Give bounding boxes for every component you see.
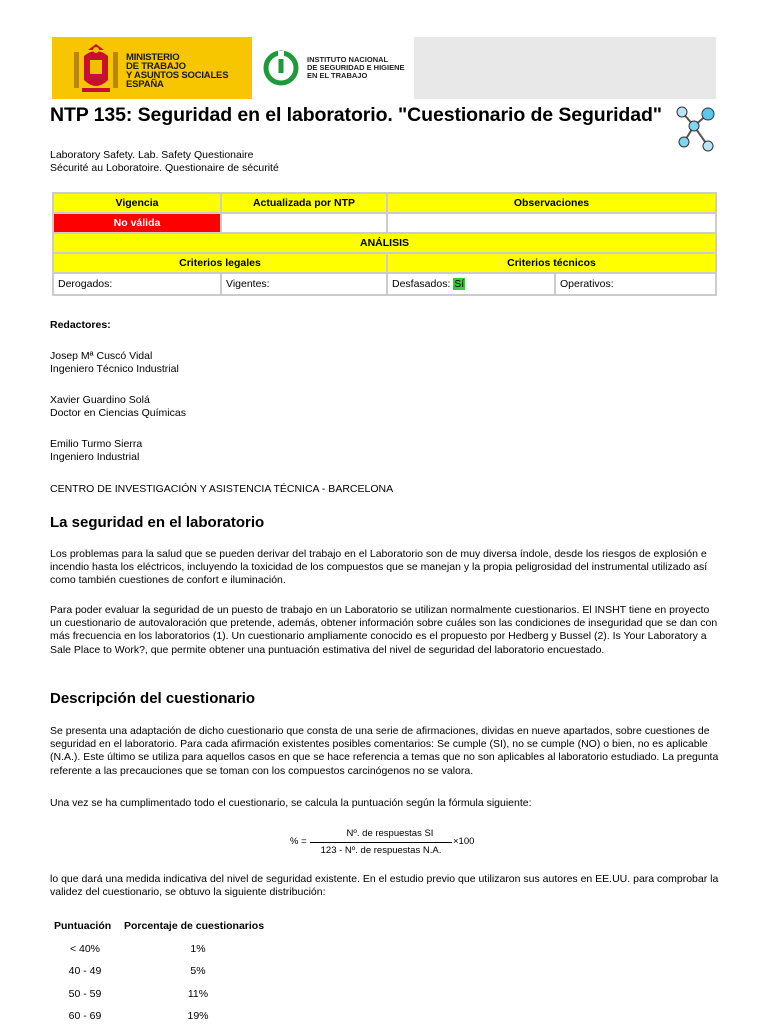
score-cell: < 40%	[69, 942, 101, 955]
header-porcentaje: Porcentaje de cuestionarios	[124, 920, 265, 932]
header-puntuacion: Puntuación	[54, 920, 112, 932]
authors-label: Redactores:	[50, 319, 111, 331]
insht-logo	[252, 37, 414, 99]
fraction-bar	[310, 842, 452, 843]
operativos-cell: Operativos:	[556, 274, 715, 294]
table-row	[54, 214, 715, 232]
paragraph: Los problemas para la salud que se pueden derivar del trabajo en el Laboratorio son de muy diversa índole, desde los riesgos de explosión e incendio hasta los eléctricos, incluyendo la toxicidad de los compuestos que se manejan y la propia peligrosidad del instrumental utilizado así como también cuestiones de confort e iluminación.	[50, 548, 708, 587]
table-row	[54, 274, 715, 294]
desfasados-cell	[388, 274, 554, 294]
header-criterios-legales: Criterios legales	[54, 254, 386, 272]
table-row	[54, 234, 715, 252]
paragraph: Una vez se ha cumplimentado todo el cuestionario, se calcula la puntuación según la fórmula siguiente:	[50, 797, 532, 809]
molecule-icon	[674, 104, 718, 154]
author-block	[50, 438, 142, 464]
ministerio-line: Y ASUNTOS SOCIALES	[126, 70, 229, 81]
score-formula	[290, 828, 520, 858]
score-cell: 40 - 49	[68, 965, 102, 977]
formula-numerator: Nº. de respuestas SI	[346, 828, 434, 839]
section-heading: La seguridad en el laboratorio	[50, 514, 265, 531]
header-analisis: ANÁLISIS	[54, 234, 715, 252]
formula-lhs: % =	[290, 836, 307, 847]
insht-mark-icon	[262, 49, 300, 87]
page-title: NTP 135: Seguridad en el laboratorio. "Cuestionario de Seguridad"	[50, 104, 662, 126]
coat-of-arms-icon	[72, 42, 120, 96]
author-block	[50, 350, 179, 376]
desfasados-value: Sí	[454, 278, 465, 290]
percentage-cell: 19%	[187, 1010, 209, 1022]
paragraph: lo que dará una medida indicativa del nivel de seguridad existente. En el estudio previo que utilizaron sus autores en EE.UU. para comprobar la validez del cuestionario, se obtuvo la siguiente distribución:	[50, 873, 719, 899]
research-center: CENTRO DE INVESTIGACIÓN Y ASISTENCIA TÉCNICA - BARCELONA	[50, 483, 394, 495]
author-role: Ingeniero Técnico Industrial	[50, 363, 179, 375]
derogados-cell: Derogados:	[54, 274, 220, 294]
actualizada-value	[222, 214, 386, 232]
ministerio-line: MINISTERIO	[126, 52, 180, 63]
percentage-cell: 1%	[190, 942, 206, 955]
ministerio-line: DE TRABAJO	[126, 61, 186, 72]
header-observaciones: Observaciones	[388, 194, 715, 212]
score-cell: 60 - 69	[68, 1010, 102, 1022]
formula-denominator: 123 - Nº. de respuestas N.A.	[320, 845, 442, 856]
subtitle-fr: Sécurité au Loboratoire. Questionaire de sécurité	[50, 161, 279, 174]
insht-line: EN EL TRABAJO	[307, 71, 368, 80]
subtitles	[50, 149, 279, 174]
table-row	[54, 194, 715, 212]
table-row	[54, 254, 715, 272]
ministerio-text	[126, 53, 228, 89]
percentage-cell: 11%	[187, 987, 209, 1000]
author-block	[50, 394, 186, 420]
insht-line: DE SEGURIDAD E HIGIENE	[307, 63, 405, 72]
header-criterios-tecnicos: Criterios técnicos	[388, 254, 715, 272]
header-vigencia: Vigencia	[54, 194, 220, 212]
author-name: Emilio Turmo Sierra	[50, 438, 143, 450]
formula-multiplier: ×100	[453, 836, 475, 847]
header-actualizada: Actualizada por NTP	[222, 194, 386, 212]
insht-text	[307, 56, 405, 80]
percentage-cell: 5%	[190, 965, 206, 977]
author-name: Josep Mª Cuscó Vidal	[50, 350, 153, 362]
paragraph: Para poder evaluar la seguridad de un puesto de trabajo en un Laboratorio se utilizan normalmente cuestionarios. El INSHT tiene en proyecto un cuestionario de autovaloración que pretende, además, obtener información sobre cuáles son las condiciones de inseguridad que se dan con más frecuencia en los laboratorios (1). Un cuestionario ampliamente conocido es el propuesto por Hedberg y Bussel (2). Is Your Laboratory a Sale Place to Work?, que permite obtener una puntuación estimativa del nivel de seguridad del laboratorio encuestado.	[50, 604, 718, 656]
author-role: Ingeniero Industrial	[50, 451, 140, 463]
insht-line: INSTITUTO NACIONAL	[307, 55, 389, 64]
desfasados-label: Desfasados:	[392, 278, 451, 290]
ministerio-line: ESPAÑA	[126, 79, 164, 90]
author-role: Doctor en Ciencias Químicas	[50, 407, 186, 419]
subtitle-en: Laboratory Safety. Lab. Safety Questionaire	[50, 149, 254, 161]
observaciones-value	[388, 214, 715, 232]
author-name: Xavier Guardino Solá	[50, 394, 150, 406]
vigencia-value: No válida	[54, 214, 220, 232]
paragraph: Se presenta una adaptación de dicho cuestionario que consta de una serie de afirmaciones, dividas en nueve apartados, sobre cuestiones de seguridad en el laboratorio. Para cada afirmación existentes posibles comentarios: Se cumple (SI), no se cumple (NO) o bien, no es aplicable (N.A.). Este último se utiliza para aquellos casos en que se hace referencia a temas que no son aplicables al laboratorio estudiado. La pregunta referente a las precauciones que se toman con los compuestos carcinógenos no se valora.	[50, 725, 719, 777]
status-table	[52, 192, 717, 296]
section-heading: Descripción del cuestionario	[50, 690, 256, 707]
score-cell: 50 - 59	[68, 987, 102, 1000]
ministerio-logo	[52, 37, 252, 99]
vigentes-cell: Vigentes:	[222, 274, 386, 294]
